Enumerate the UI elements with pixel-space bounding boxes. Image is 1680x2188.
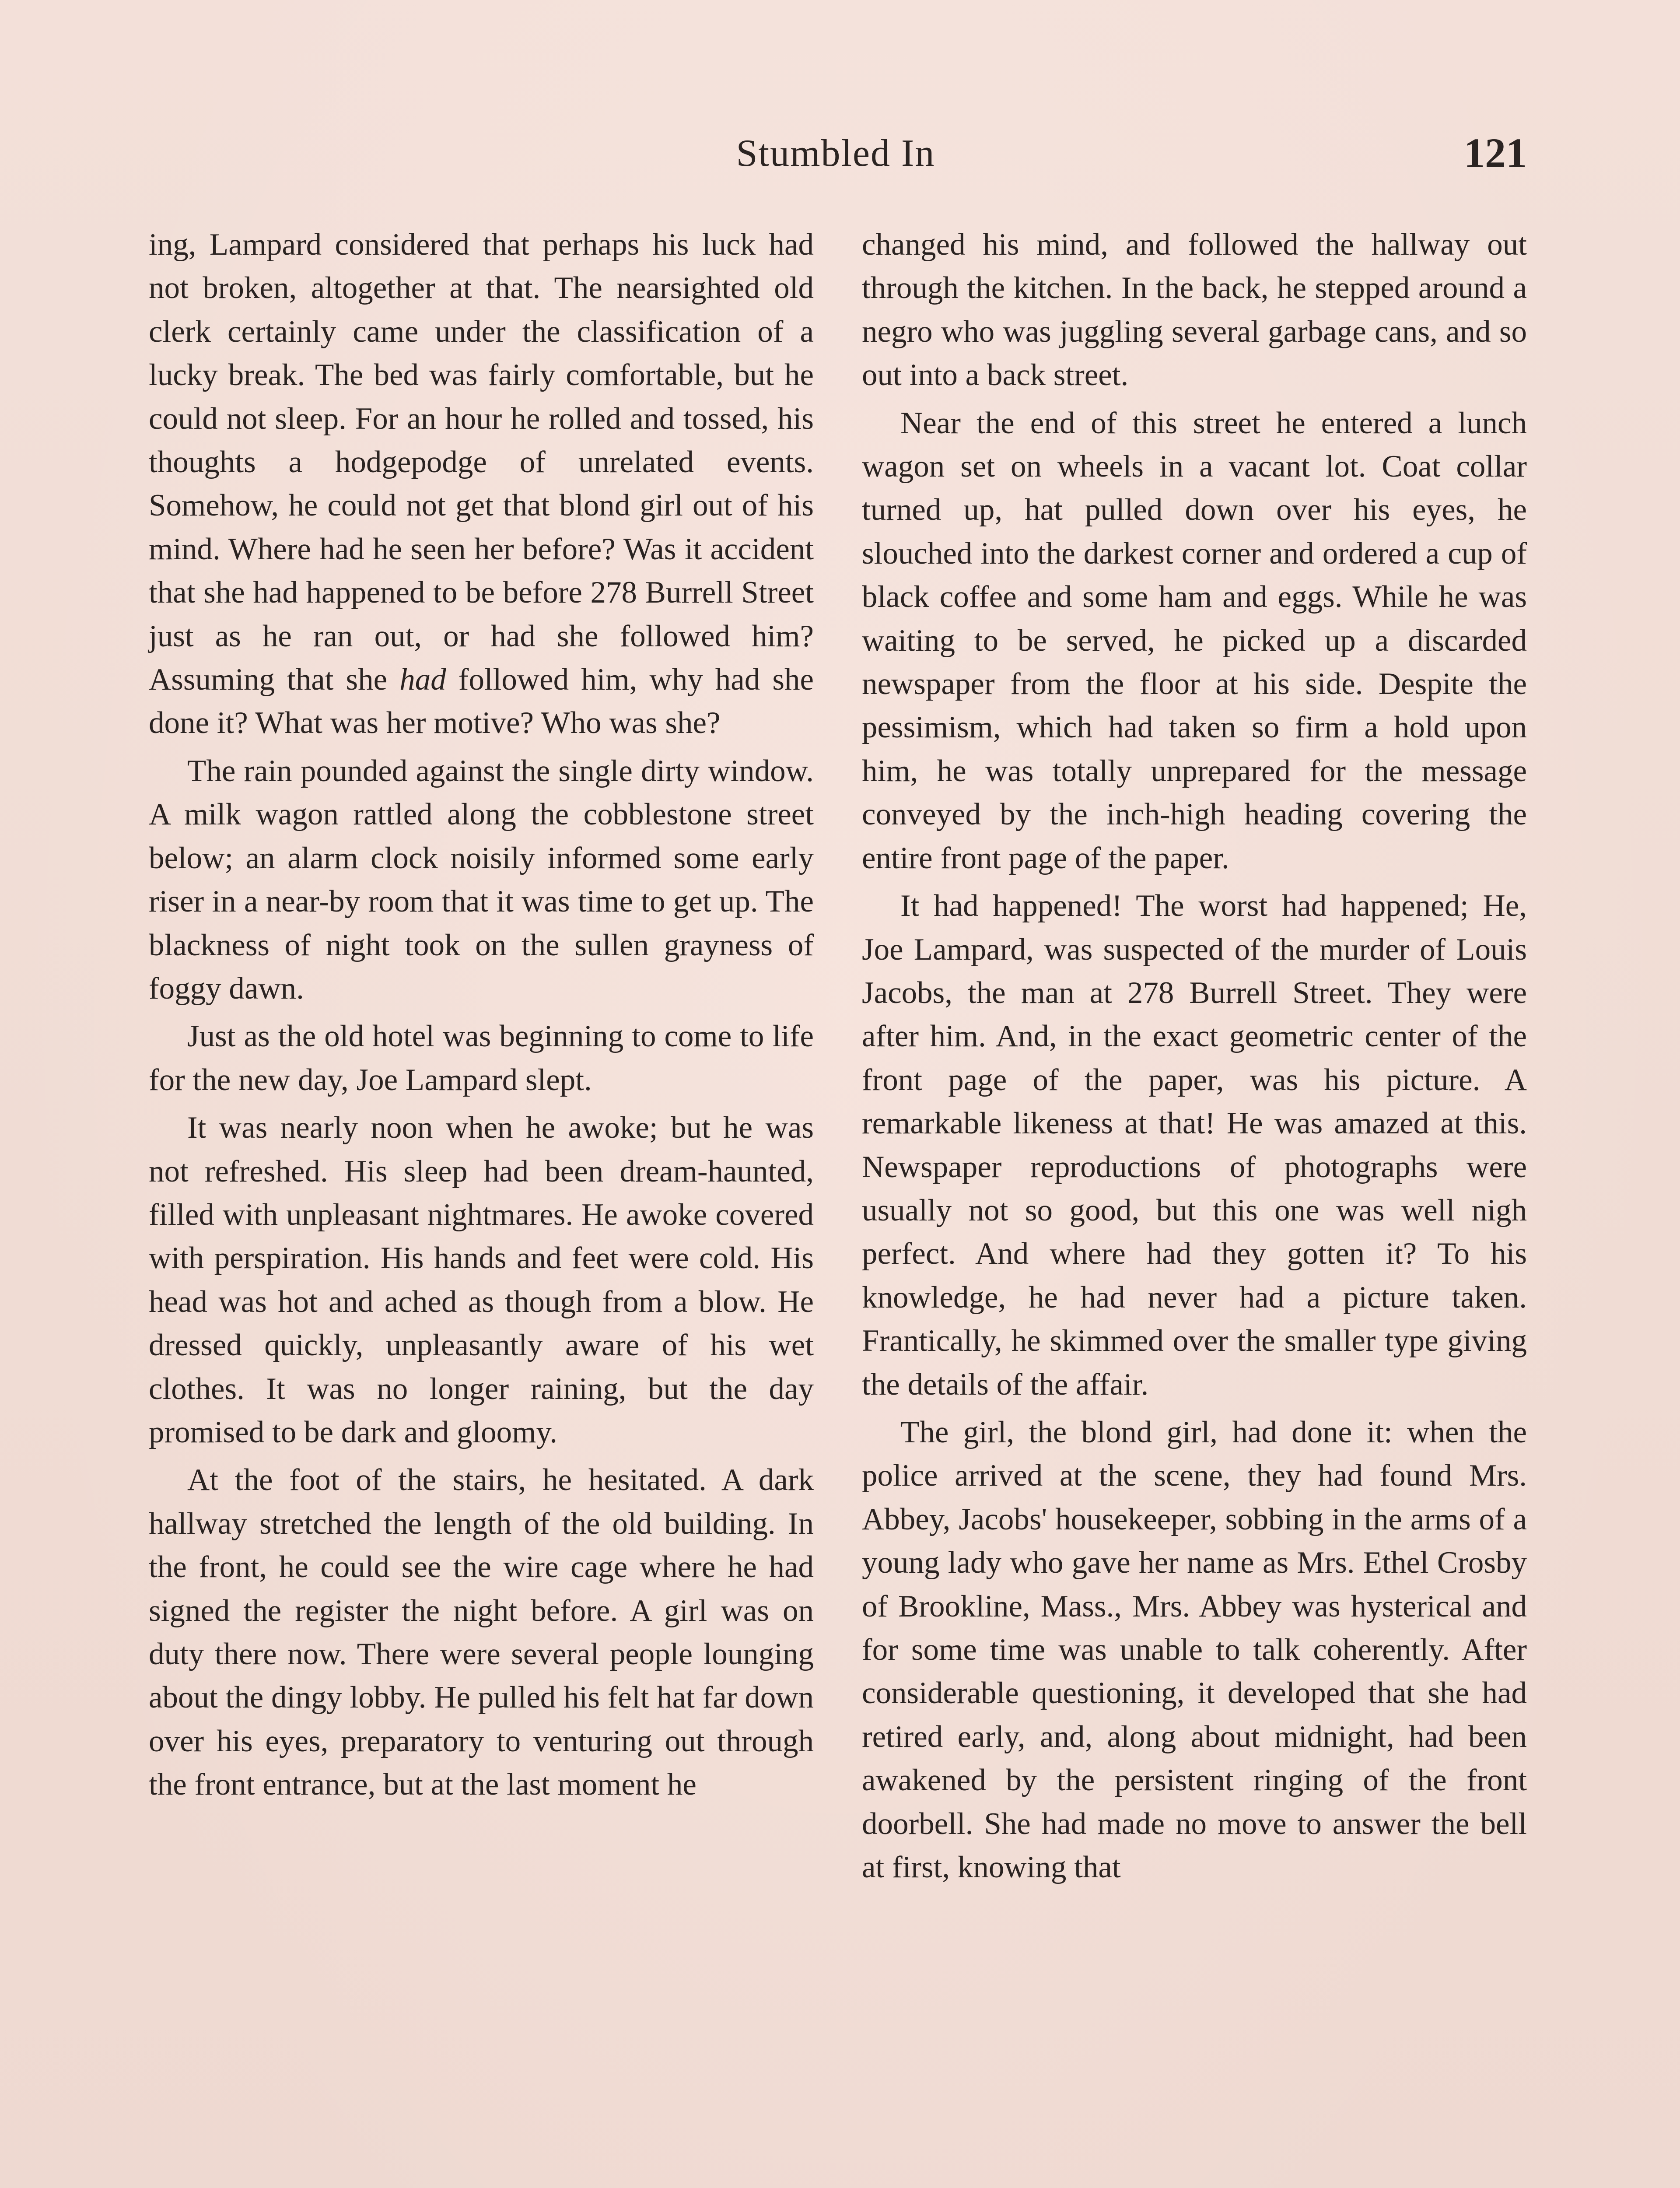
paragraph: It was nearly noon when he awoke; but he was not refreshed. His sleep had been dream-haunted, filled with unpleasant nightmares. He awoke covered with perspiration. His hands and feet were cold. His head was hot and ached as though from a blow. He dressed quickly, unpleasantly aware of his wet clothes. It was no longer raining, but the day promised to be dark and gloomy. [149,1111,814,1449]
paragraph-text: followed him, why had she done it? What was her motive? Who was she? [149,663,814,740]
paragraph: The rain pounded against the single dirty window. A milk wagon rattled along the cobblestone street below; an alarm clock noisily informed some early riser in a near-by room that it was time to get up. The blackness of night took on the sullen grayness of foggy dawn. [149,754,814,1006]
paragraph: Near the end of this street he entered a lunch wagon set on wheels in a vacant lot. Coat collar turned up, hat pulled down over his eyes, he slouched into the darkest corner and ordered a cup of black coffee and some ham and eggs. While he was waiting to be served, he picked up a discarded newspaper from the floor at his side. Despite the pessimism, which had taken so firm a hold upon him, he was totally unprepared for the message conveyed by the inch-high heading covering the entire front page of the paper. [862,406,1527,875]
page-number: 121 [1464,130,1527,176]
paragraph: The girl, the blond girl, had done it: when the police arrived at the scene, they had found Mrs. Abbey, Jacobs' housekeeper, sobbing in the arms of a young lady who gave her name as Mrs. Ethel Crosby of Brookline, Mass., Mrs. Abbey was hysterical and for some time was unable to talk coherently. After considerable questioning, it developed that she had retired early, and, along about midnight, had been awakened by the persistent ringing of the front doorbell. She had made no move to answer the bell at first, knowing that [862,1415,1527,1885]
right-column [862,223,1527,1893]
paragraph [149,223,814,745]
left-column [149,223,814,1811]
paragraph: changed his mind, and followed the hallway out through the kitchen. In the back, he stepped around a negro who was juggling several garbage cans, and so out into a back street. [862,228,1527,393]
running-head: Stumbled In [736,132,935,175]
emphasis-text: had [399,663,446,697]
paragraph: At the foot of the stairs, he hesitated. A dark hallway stretched the length of the old building. In the front, he could see the wire cage where he had signed the register the night before. A girl was on duty there now. There were several people lounging about the dingy lobby. He pulled his felt hat far down over his eyes, preparatory to venturing out through the front entrance, but at the last moment he [149,1463,814,1802]
page-header [144,131,1527,188]
paragraph-text: ing, Lampard considered that perhaps his luck had not broken, altogether at that. The nearsighted old clerk certainly came under the classification of a lucky break. The bed was fairly comfortable, but he could not sleep. For an hour he rolled and tossed, his thoughts a hodgepodge of unrelated events. Somehow, he could not get that blond girl out of his mind. Where had he seen her before? Was it accident that she had happened to be before 278 Burrell Street just as he ran out, or had she followed him? Assuming that she [149,228,814,697]
paragraph: It had happened! The worst had happened; He, Joe Lampard, was suspected of the murder of Louis Jacobs, the man at 278 Burrell Street. They were after him. And, in the exact geometric center of the front page of the paper, was his picture. A remarkable likeness at that! He was amazed at this. Newspaper reproductions of photographs were usually not so good, but this one was well nigh perfect. And where had they gotten it? To his knowledge, he had never had a picture taken. Frantically, he skimmed over the smaller type giving the details of the affair. [862,889,1527,1402]
paragraph: Just as the old hotel was beginning to come to life for the new day, Joe Lampard slept. [149,1019,814,1097]
